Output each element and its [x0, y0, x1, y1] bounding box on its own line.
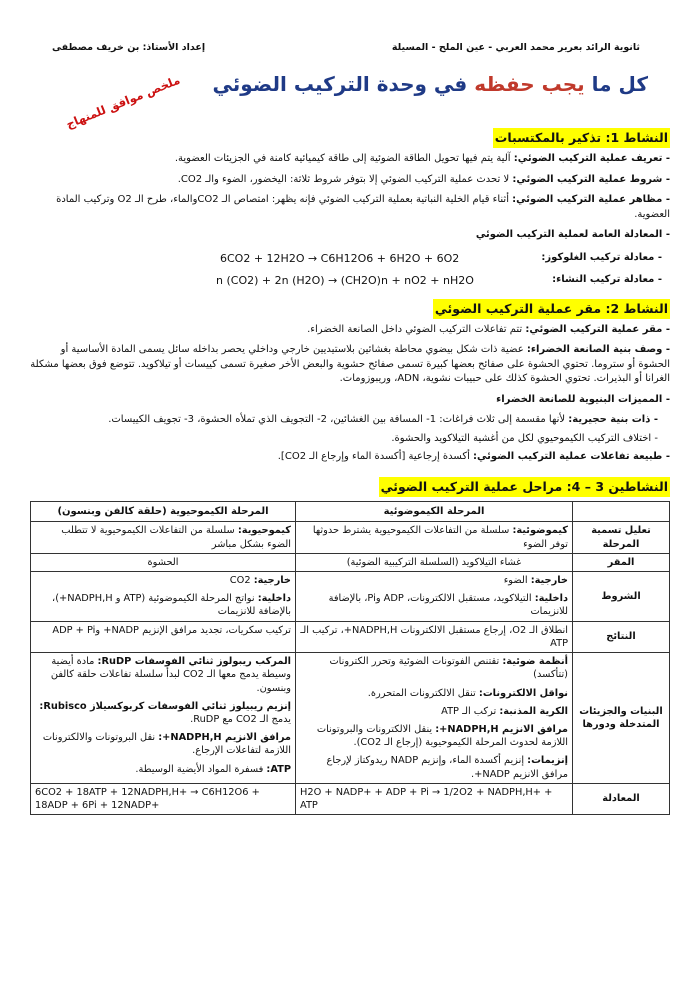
site-photo-cell: غشاء التيلاكويد (السلسلة التركيبية الضوئية) — [296, 553, 573, 571]
structure-text: عضية ذات شكل بيضوي محاطة بغشائين بلاستيديين خارجي وداخلي يحصر بداخله سائل يسمى المادة الأساسية أو الحشوة أو ستروما. تحتوي الحشوة على صفائح بعضها كبيرة تسمى صفائح حشوية والبعض الأخر صغيرة تسمى كييسات أو تيلاكويد. تتوضع فوق بعضها مشكلة الغرانا أو البذيرات. تحتوي الحشوة كذلك على حبيبات نشوية، ADN، وريبوزومات. — [30, 344, 670, 385]
site-paragraph — [30, 323, 670, 338]
table-row — [31, 553, 670, 571]
naming-bio-label: كيموحيوية: — [237, 525, 291, 537]
row-structures-header: البنيات والجزيئات المتدخلة ودورها — [573, 653, 670, 784]
equation-bio-cell: 6CO2 + 18ATP + 12NADPH,H+ → C6H12O6 + 18ADP + 6Pi + 12NADP+ — [31, 783, 296, 814]
table-row — [31, 572, 670, 622]
str-photo-3-text: تركب الـ ATP — [441, 705, 497, 717]
naming-photo-cell — [296, 522, 573, 553]
aspects-label: - مظاهر عملية التركيب الضوئي: — [512, 194, 670, 206]
str-photo-5-label: إنزيمات: — [527, 755, 568, 767]
cond-bio-ext-label: خارجية: — [253, 575, 291, 587]
definition-paragraph — [30, 152, 670, 167]
str-photo-2-text: تنقل الالكترونات المتحررة. — [367, 687, 476, 699]
row-site-header: المقر — [573, 553, 670, 571]
feature1-text: لأنها مقسمة إلى ثلاث فراغات: 1- المسافة بين الغشائين، 2- التجويف الذي تملأه الحشوة، 3- تجويف الكييسات. — [108, 414, 566, 426]
table-corner — [573, 501, 670, 522]
feature2-paragraph: - اختلاف التركيب الكيموحيوي لكل من أغشية التيلاكويد والحشوة. — [391, 432, 658, 444]
naming-photo-text: سلسلة من التفاعلات الكيموحيوية يشترط حدوثها توفر الضوء — [312, 525, 568, 550]
cond-bio-int-label: داخلية: — [257, 593, 291, 605]
conditions-paragraph — [30, 173, 670, 188]
str-bio-3-label: مرافق الانزيم NADPH,H+: — [158, 732, 291, 744]
table-row — [31, 621, 670, 652]
cond-photo-int-text: التيلاكويد، مستقبل الالكترونات، ADP وPi، بالإضافة للانزيمات — [328, 593, 568, 618]
table-header-row — [31, 501, 670, 522]
structure-paragraph — [30, 343, 670, 387]
general-equation-label — [30, 228, 670, 243]
naming-bio-text: سلسلة من التفاعلات الكيموحيوية لا تتطلب الضوء بشكل مباشر — [61, 525, 291, 550]
starch-equation-row — [30, 271, 670, 293]
table-row — [31, 522, 670, 553]
str-photo-1-label: أنظمة ضوئية: — [502, 656, 568, 668]
cond-photo-int-label: داخلية: — [534, 593, 568, 605]
nature-paragraph — [30, 450, 670, 465]
cond-bio-ext-text: CO2 — [229, 575, 251, 587]
cond-photo-ext-label: خارجية: — [530, 575, 568, 587]
table-row — [31, 783, 670, 814]
feature1-label: - ذات بنية حجيرية: — [568, 414, 658, 426]
aspects-paragraph — [30, 193, 670, 222]
str-bio-2-text: يدمج الـ CO2 مع RuDP. — [190, 714, 291, 725]
str-bio-4-label: ATP: — [266, 763, 291, 775]
document-body — [30, 122, 670, 815]
features-heading-row — [30, 393, 670, 408]
starch-equation: n (CO2) + 2n (H2O) → (CH2O)n + nO2 + nH2O — [216, 273, 474, 287]
feature1-paragraph — [30, 413, 658, 428]
glucose-equation-row — [30, 249, 670, 271]
phases-table — [30, 501, 670, 815]
nature-label: - طبيعة تفاعلات عملية التركيب الضوئي: — [473, 451, 670, 463]
col-biochemical: المرحلة الكيموحيوية (حلقة كالفن وبنسون) — [31, 501, 296, 522]
table-row — [31, 653, 670, 784]
str-photo-5-text: إنزيم أكسدة الماء، وإنزيم NADP ريدوكتاز لإرجاع مرافق الانزيم NADP+. — [326, 755, 568, 780]
naming-bio-cell — [31, 522, 296, 553]
str-photo-4-text: ينقل الالكترونات والبروتونات اللازمة لحدوث المرحلة الكيموحيوية (إرجاع الـ CO2). — [316, 724, 568, 749]
str-bio-3-text: نقل البروتونات والالكترونات اللازمة لتفاعلات الإرجاع. — [42, 732, 291, 757]
glucose-equation: 6CO2 + 12H2O → C6H12O6 + 6H2O + 6O2 — [220, 251, 460, 265]
naming-photo-label: كيموضوئية: — [512, 525, 568, 537]
activity2-heading: النشاط 2: مقر عملية التركيب الضوئي — [433, 299, 670, 319]
site-bio-cell: الحشوة — [31, 553, 296, 571]
site-label: - مقر عملية التركيب الضوئي: — [525, 323, 670, 335]
col-photochemical: المرحلة الكيموضوئية — [296, 501, 573, 522]
title-part3: في وحدة التركيب الضوئي — [212, 72, 468, 96]
aspects-text: أثناء قيام الخلية النباتية بعملية التركيب الضوئي فإنه يظهر: امتصاص الـ CO2والماء، طرح الـ O2 وتركيب المادة العضوية. — [56, 194, 670, 220]
row-conditions-header: الشروط — [573, 572, 670, 622]
str-photo-3-label: الكرية المذنبة: — [499, 705, 568, 717]
glucose-label: - معادلة تركيب الغلوكوز: — [541, 251, 662, 263]
nature-text: أكسدة إرجاعية [أكسدة الماء وإرجاع الـ CO2]. — [277, 451, 470, 463]
products-photo-cell: انطلاق الـ O2، إرجاع مستقبل الالكترونات NADPH,H+، تركيب الـ ATP — [296, 621, 573, 652]
row-naming-header: تعليل تسمية المرحلة — [573, 522, 670, 553]
row-products-header: النتائج — [573, 621, 670, 652]
structures-photo-cell — [296, 653, 573, 784]
starch-label: - معادلة تركيب النشاء: — [552, 273, 662, 285]
products-bio-cell: تركيب سكريات، تجديد مرافق الإنزيم NADP+ وADP + Pi — [31, 621, 296, 652]
page-title — [213, 72, 648, 96]
title-part2: يجب حفظه — [474, 72, 585, 96]
str-bio-4-text: فسفرة المواد الأيضية الوسيطة. — [135, 763, 264, 775]
activity34-heading: النشاطين 3 – 4: مراحل عملية التركيب الضوئي — [379, 477, 670, 497]
definition-label: - تعريف عملية التركيب الضوئي: — [513, 153, 670, 165]
site-text: تتم تفاعلات التركيب الضوئي داخل الصانعة الخضراء. — [307, 323, 523, 335]
activity1-heading: النشاط 1: تذكير بالمكتسبات — [493, 128, 670, 148]
title-part1: كل ما — [591, 72, 648, 96]
conditions-bio-cell — [31, 572, 296, 622]
str-photo-1-text: تقتنص الفوتونات الضوئية وتحرر الكترونات (تتأكسد) — [329, 656, 568, 681]
definition-text: آلية يتم فيها تحويل الطاقة الضوئية إلى طاقة كيميائية كامنة في الجزيئات العضوية. — [174, 153, 511, 165]
row-equation-header: المعادلة — [573, 783, 670, 814]
cond-bio-int-text: نواتج المرحلة الكيموضوئية (ATP و NADPH,H+)، بالإضافة للانزيمات — [52, 593, 291, 618]
str-bio-1-text: مادة أيضية وسيطة يدمج معها الـ CO2 لبدأ سلسلة تفاعلات حلقة كالفن وبنسون. — [50, 656, 291, 694]
conditions-text: لا تحدث عملية التركيب الضوئي إلا بتوفر شروط ثلاثة: اليخضور، الضوء والـ CO2. — [177, 173, 510, 185]
equation-photo-cell: H2O + NADP+ + ADP + Pi → 1/2O2 + NADPH,H+ + ATP — [296, 783, 573, 814]
features-label: - المميزات البنيوية للصانعة الخضراء — [496, 393, 670, 405]
cond-photo-ext-text: الضوء — [503, 575, 528, 587]
curriculum-stamp: ملخص موافق للمنهاج — [64, 72, 182, 132]
conditions-label: - شروط عملية التركيب الضوئي: — [512, 173, 670, 185]
str-bio-2-label: إنزيم ريبيلوز ثنائي الفوسفات كربوكسيلاز Rubisco: — [39, 700, 291, 712]
school-name: ثانوية الرائد بعرير محمد العربي - عين الملح - المسيلة — [391, 42, 640, 53]
str-bio-1-label: المركب ريبولوز ثنائي الفوسفات RuDP: — [97, 656, 291, 668]
conditions-photo-cell — [296, 572, 573, 622]
general-equation-heading: - المعادلة العامة لعملية التركيب الضوئي — [475, 229, 670, 241]
str-photo-4-label: مرافق الانزيم NADPH,H+: — [435, 724, 568, 735]
structure-label: - وصف بنية الصانعة الخضراء: — [526, 344, 670, 356]
teacher-credit: إعداد الأستاذ: بن خريف مصطفى — [52, 42, 206, 53]
structures-bio-cell — [31, 653, 296, 784]
str-photo-2-label: نواقل الالكترونات: — [478, 687, 568, 699]
